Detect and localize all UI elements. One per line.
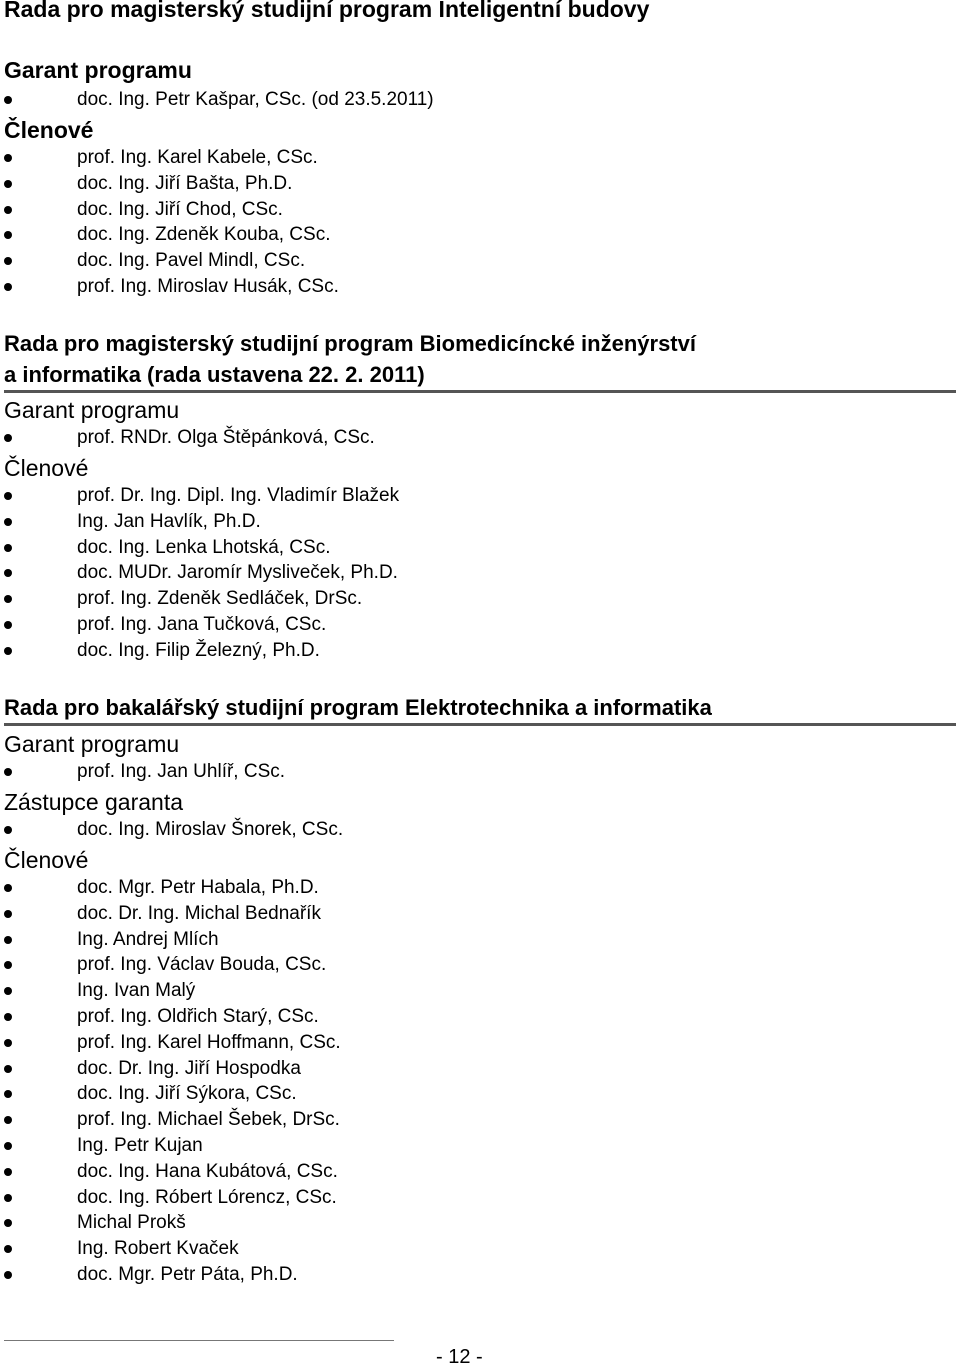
person-name: Ing. Robert Kvaček (77, 1238, 239, 1260)
list-item (0, 978, 341, 1004)
bullet-icon (4, 206, 12, 214)
list-item (0, 87, 434, 113)
section3-deputy-list (0, 817, 343, 843)
person-name: doc. Mgr. Petr Páta, Ph.D. (77, 1263, 298, 1285)
bullet-icon (4, 569, 12, 577)
bullet-icon (4, 1168, 12, 1176)
list-item (0, 1107, 341, 1133)
bullet-icon (4, 1245, 12, 1253)
person-name: doc. Ing. Jiří Chod, CSc. (77, 198, 283, 220)
bullet-icon (4, 231, 12, 239)
section2-title-line2: a informatika (rada ustavena 22. 2. 2011) (4, 361, 956, 393)
person-name: prof. RNDr. Olga Štěpánková, CSc. (77, 427, 375, 448)
section2-members-heading: Členové (4, 455, 89, 481)
list-item (0, 1210, 341, 1236)
person-name: doc. MUDr. Jaromír Mysliveček, Ph.D. (77, 562, 398, 584)
person-name: Ing. Jan Havlík, Ph.D. (77, 510, 261, 532)
list-item (0, 1262, 341, 1288)
person-name: prof. Ing. Zdeněk Sedláček, DrSc. (77, 588, 363, 610)
section2-garant-heading: Garant programu (4, 397, 180, 423)
list-item (0, 1004, 341, 1030)
list-item (0, 1185, 341, 1211)
list-item (0, 927, 341, 953)
person-name: doc. Ing. Petr Kašpar, CSc. (od 23.5.2011) (77, 89, 434, 110)
person-name: doc. Ing. Jiří Bašta, Ph.D. (77, 172, 293, 194)
bullet-icon (4, 96, 12, 104)
list-item (0, 1081, 341, 1107)
bullet-icon (4, 768, 12, 776)
list-item (0, 612, 399, 638)
person-name: doc. Ing. Filip Železný, Ph.D. (77, 639, 320, 661)
section1-members-heading: Členové (4, 117, 94, 143)
bullet-icon (4, 492, 12, 500)
list-item (0, 425, 375, 451)
person-name: prof. Ing. Michael Šebek, DrSc. (77, 1109, 340, 1131)
list-item (0, 222, 339, 248)
list-item (0, 901, 341, 927)
person-name: doc. Ing. Zdeněk Kouba, CSc. (77, 224, 331, 246)
footer-divider (4, 1340, 394, 1341)
bullet-icon (4, 595, 12, 603)
list-item (0, 171, 339, 197)
section1-members-list (0, 145, 339, 300)
bullet-icon (4, 283, 12, 291)
bullet-icon (4, 961, 12, 969)
bullet-icon (4, 936, 12, 944)
person-name: doc. Ing. Jiří Sýkora, CSc. (77, 1083, 297, 1105)
bullet-icon (4, 621, 12, 629)
list-item (0, 1159, 341, 1185)
list-item (0, 145, 339, 171)
section1-title: Rada pro magisterský studijní program Inteligentní budovy (4, 0, 650, 22)
bullet-icon (4, 1271, 12, 1279)
list-item (0, 952, 341, 978)
person-name: doc. Dr. Ing. Michal Bednařík (77, 902, 321, 924)
section3-deputy-heading: Zástupce garanta (4, 789, 184, 815)
page-number: - 12 - (436, 1346, 483, 1368)
bullet-icon (4, 1194, 12, 1202)
person-name: Michal Prokš (77, 1212, 186, 1234)
bullet-icon (4, 1013, 12, 1021)
list-item (0, 248, 339, 274)
list-item (0, 1236, 341, 1262)
person-name: doc. Ing. Lenka Lhotská, CSc. (77, 536, 331, 558)
bullet-icon (4, 257, 12, 265)
list-item (0, 509, 399, 535)
person-name: Ing. Andrej Mlích (77, 928, 219, 950)
person-name: doc. Ing. Miroslav Šnorek, CSc. (77, 819, 344, 840)
section1-garant-list (0, 87, 434, 113)
bullet-icon (4, 518, 12, 526)
list-item (0, 875, 341, 901)
list-item (0, 535, 399, 561)
bullet-icon (4, 1039, 12, 1047)
person-name: prof. Ing. Jana Tučková, CSc. (77, 613, 327, 635)
list-item (0, 483, 399, 509)
section3-members-heading: Členové (4, 847, 89, 873)
list-item (0, 1133, 341, 1159)
bullet-icon (4, 1065, 12, 1073)
list-item (0, 274, 339, 300)
person-name: doc. Ing. Pavel Mindl, CSc. (77, 250, 306, 272)
list-item (0, 817, 343, 843)
bullet-icon (4, 1219, 12, 1227)
list-item (0, 560, 399, 586)
person-name: prof. Ing. Oldřich Starý, CSc. (77, 1005, 319, 1027)
person-name: Ing. Ivan Malý (77, 980, 196, 1002)
person-name: doc. Ing. Róbert Lórencz, CSc. (77, 1186, 337, 1208)
list-item (0, 197, 339, 223)
bullet-icon (4, 154, 12, 162)
person-name: Ing. Petr Kujan (77, 1134, 203, 1156)
bullet-icon (4, 544, 12, 552)
section3-garant-heading: Garant programu (4, 731, 180, 757)
section2-title-line1: Rada pro magisterský studijní program Biomedicíncké inženýrství (4, 331, 696, 356)
bullet-icon (4, 1090, 12, 1098)
bullet-icon (4, 826, 12, 834)
list-item (0, 638, 399, 664)
person-name: doc. Ing. Hana Kubátová, CSc. (77, 1160, 338, 1182)
list-item (0, 759, 285, 785)
bullet-icon (4, 1142, 12, 1150)
person-name: prof. Ing. Karel Kabele, CSc. (77, 147, 318, 168)
section2-garant-list (0, 425, 375, 451)
list-item (0, 1056, 341, 1082)
section1-garant-heading: Garant programu (4, 57, 192, 83)
person-name: doc. Mgr. Petr Habala, Ph.D. (77, 877, 319, 898)
person-name: doc. Dr. Ing. Jiří Hospodka (77, 1057, 301, 1079)
bullet-icon (4, 987, 12, 995)
person-name: prof. Ing. Miroslav Husák, CSc. (77, 275, 339, 297)
list-item (0, 1030, 341, 1056)
bullet-icon (4, 434, 12, 442)
person-name: prof. Ing. Karel Hoffmann, CSc. (77, 1031, 341, 1053)
bullet-icon (4, 910, 12, 918)
bullet-icon (4, 884, 12, 892)
person-name: prof. Ing. Jan Uhlíř, CSc. (77, 761, 286, 782)
section3-garant-list (0, 759, 285, 785)
section3-title: Rada pro bakalářský studijní program Elektrotechnika a informatika (4, 694, 956, 726)
bullet-icon (4, 180, 12, 188)
section3-members-list (0, 875, 341, 1288)
bullet-icon (4, 647, 12, 655)
section2-members-list (0, 483, 399, 664)
bullet-icon (4, 1116, 12, 1124)
person-name: prof. Ing. Václav Bouda, CSc. (77, 954, 327, 976)
person-name: prof. Dr. Ing. Dipl. Ing. Vladimír Blažek (77, 485, 400, 506)
list-item (0, 586, 399, 612)
